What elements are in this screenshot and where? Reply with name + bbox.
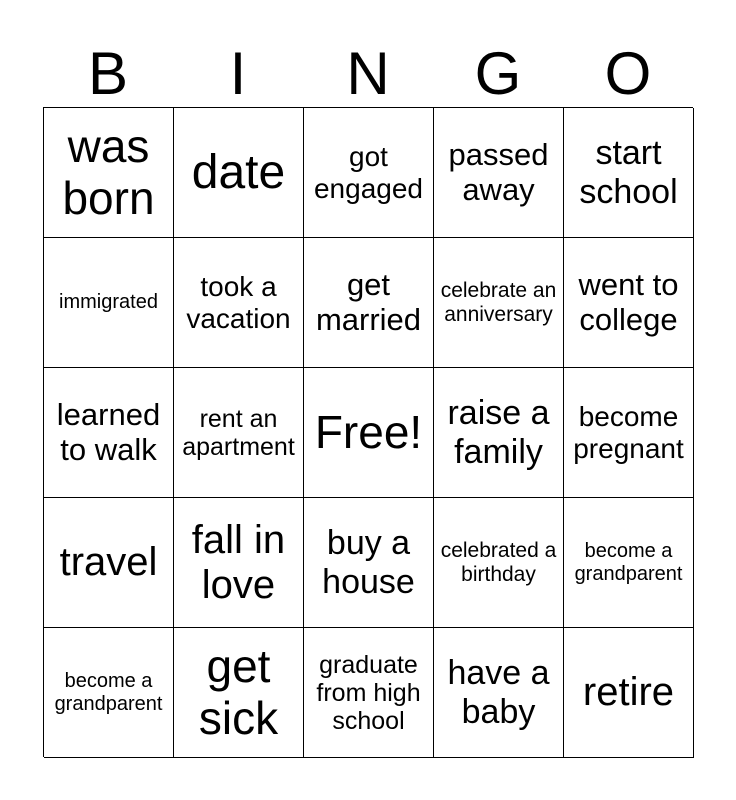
cell-label: become a grandparent [54,670,163,715]
bingo-board [43,107,693,757]
cell-label: become a grandparent [574,540,683,585]
bingo-cell[interactable] [44,498,174,628]
bingo-cell[interactable] [304,108,434,238]
cell-label: celebrated a birthday [440,538,557,586]
bingo-cell[interactable] [434,498,564,628]
bingo-cell[interactable] [564,498,694,628]
bingo-cell[interactable] [304,368,434,498]
cell-label: become pregnant [573,401,684,464]
header-letter-i: I [229,40,247,107]
bingo-cell[interactable] [564,368,694,498]
cell-label: Free! [314,405,423,458]
cell-label: got engaged [313,141,423,204]
cell-label: raise a family [447,394,550,471]
cell-label: have a baby [447,654,550,731]
bingo-cell[interactable] [174,498,304,628]
cell-label: immigrated [59,291,158,314]
cell-label: went to college [578,266,679,337]
cell-label: passed away [448,136,549,207]
bingo-cell[interactable] [434,108,564,238]
cell-label: travel [59,540,158,585]
cell-label: date [191,145,286,199]
cell-label: buy a house [322,524,415,601]
cell-label: rent an apartment [182,404,295,461]
bingo-cell[interactable] [564,108,694,238]
bingo-cell[interactable] [174,238,304,368]
bingo-header [43,40,693,108]
cell-label: get sick [198,639,279,744]
bingo-cell[interactable] [304,238,434,368]
bingo-cell[interactable] [44,628,174,758]
bingo-cell[interactable] [174,108,304,238]
bingo-cell[interactable] [304,628,434,758]
header-letter-n: N [346,40,390,107]
cell-label: was born [62,119,155,224]
cell-label: fall in love [191,517,286,607]
header-letter-g: G [474,40,522,107]
bingo-cell[interactable] [564,628,694,758]
cell-label: start school [579,134,678,211]
bingo-cell[interactable] [44,368,174,498]
bingo-cell[interactable] [434,238,564,368]
cell-label: took a vacation [186,271,291,334]
header-letter-b: B [87,40,129,107]
cell-label: graduate from high school [316,650,421,735]
bingo-cell[interactable] [434,368,564,498]
bingo-cell[interactable] [44,108,174,238]
bingo-cell[interactable] [174,628,304,758]
bingo-cell[interactable] [434,628,564,758]
bingo-cell[interactable] [174,368,304,498]
cell-label: celebrate an anniversary [440,278,557,326]
bingo-cell[interactable] [44,238,174,368]
cell-label: retire [582,670,675,715]
bingo-cell[interactable] [304,498,434,628]
cell-label: get married [315,266,422,337]
cell-label: learned to walk [56,396,161,467]
bingo-cell[interactable] [564,238,694,368]
header-letter-o: O [604,40,652,107]
